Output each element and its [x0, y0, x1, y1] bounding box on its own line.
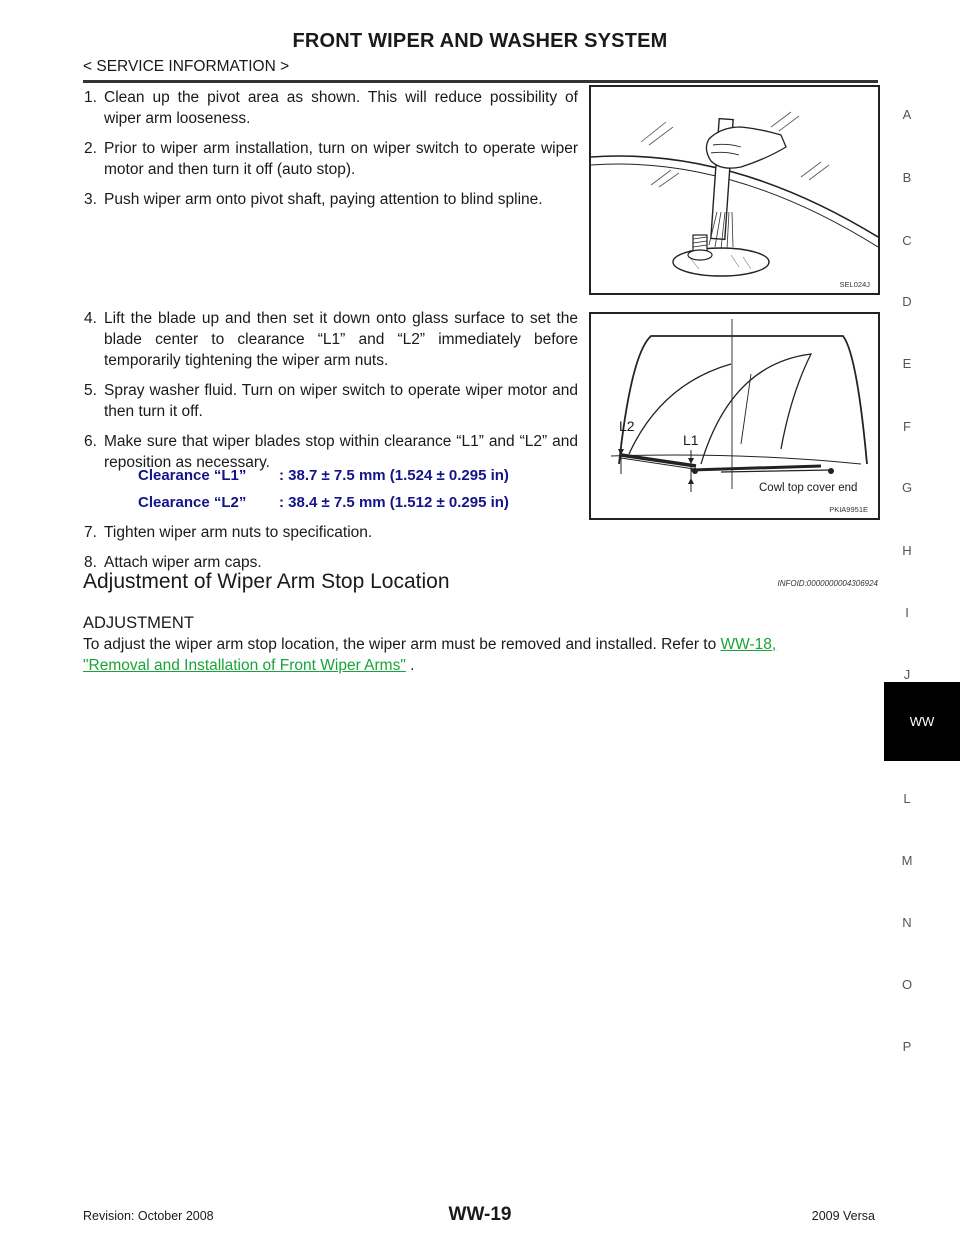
footer-model: 2009 Versa [811, 1209, 875, 1223]
footer-page-number: WW-19 [448, 1204, 512, 1225]
side-index-o[interactable]: O [901, 977, 913, 992]
step-3: 3. Push wiper arm onto pivot shaft, paying attention to blind spline. [84, 191, 543, 208]
figure-wiper-clearance [589, 312, 880, 520]
side-index-ww-active[interactable]: WW [884, 682, 960, 761]
side-index-n[interactable]: N [902, 915, 912, 930]
label-cowl-top-cover-end: Cowl top cover end [759, 482, 858, 494]
side-index-p[interactable]: P [902, 1039, 912, 1054]
side-index-h[interactable]: H [902, 543, 912, 558]
label-l1: L1 [683, 432, 699, 448]
side-index-f[interactable]: F [903, 419, 911, 434]
spec-l2-value: : 38.4 ± 7.5 mm (1.512 ± 0.295 in) [279, 494, 509, 511]
spec-l1-label: Clearance “L1” [138, 467, 247, 484]
wiper-pivot-illustration [591, 87, 878, 293]
figure-code: SEL024J [839, 280, 870, 289]
side-index-m[interactable]: M [901, 853, 913, 868]
side-index-g[interactable]: G [901, 480, 913, 495]
side-index-l[interactable]: L [903, 791, 911, 806]
steps-group-1 [84, 87, 578, 219]
label-l2: L2 [619, 418, 635, 434]
adjustment-paragraph: To adjust the wiper arm stop location, the wiper arm must be removed and installed. Refer to WW-18, "Removal and Installation of Front Wiper Arms" . [83, 636, 777, 674]
side-index-i[interactable]: I [905, 605, 909, 620]
figure-code: PKIA9951E [829, 505, 868, 514]
header-rule [83, 80, 878, 83]
section-label: < SERVICE INFORMATION > [83, 58, 290, 75]
link-removal-installation[interactable]: "Removal and Installation of Front Wiper Arms" [83, 657, 406, 674]
section-heading: Adjustment of Wiper Arm Stop Location [83, 570, 450, 593]
side-index-a[interactable]: A [902, 107, 912, 122]
side-index-j[interactable]: J [903, 667, 911, 682]
step-2: 2. Prior to wiper arm installation, turn on wiper switch to operate wiper motor and then turn it off (auto stop). [84, 140, 578, 178]
step-1: 1. Clean up the pivot area as shown. This will reduce possibility of wiper arm looseness. [84, 89, 578, 127]
side-index-b[interactable]: B [902, 170, 912, 185]
step-5: 5. Spray washer fluid. Turn on wiper switch to operate wiper motor and then turn it off. [84, 382, 578, 420]
steps-group-2 [84, 308, 578, 482]
step-8: 8. Attach wiper arm caps. [84, 554, 262, 571]
info-id: INFOID:0000000004306924 [777, 579, 878, 588]
footer-revision: Revision: October 2008 [83, 1209, 214, 1223]
side-index-e[interactable]: E [902, 356, 912, 371]
page-title: FRONT WIPER AND WASHER SYSTEM [292, 30, 668, 52]
side-index-d[interactable]: D [902, 294, 912, 309]
side-index-c[interactable]: C [902, 233, 912, 248]
step-4: 4. Lift the blade up and then set it down onto glass surface to set the blade center to clearance “L1” and “L2” immediately before temporarily tightening the wiper arm nuts. [84, 310, 578, 369]
step-6: 6. Make sure that wiper blades stop within clearance “L1” and “L2” and reposition as necessary. [84, 433, 578, 471]
spec-l2-label: Clearance “L2” [138, 494, 247, 511]
link-ww-18[interactable]: WW-18, [720, 636, 777, 653]
figure-wiper-pivot [589, 85, 880, 295]
step-7: 7. Tighten wiper arm nuts to specification. [84, 524, 373, 541]
sub-heading: ADJUSTMENT [83, 614, 194, 632]
spec-l1-value: : 38.7 ± 7.5 mm (1.524 ± 0.295 in) [279, 467, 509, 484]
